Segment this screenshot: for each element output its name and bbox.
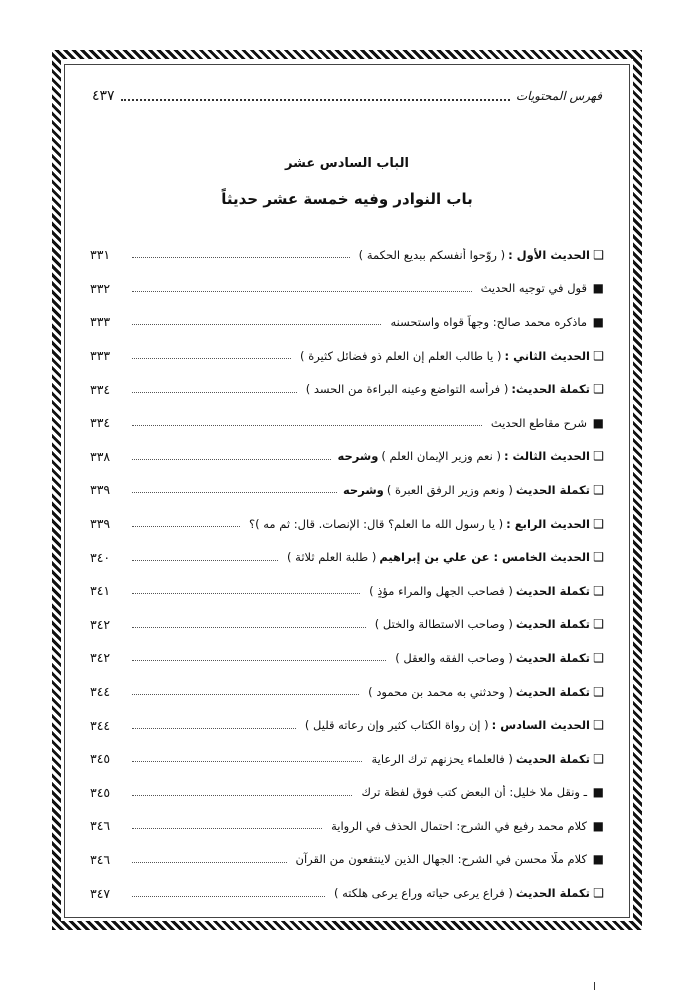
header-page-number: ٤٣٧ — [92, 88, 115, 104]
entry-marker-icon: ❑ — [593, 382, 604, 397]
entry-description: ـ ونقل ملا خليل: أن البعض كتب فوق لفظة ترك — [361, 785, 587, 800]
entry-page-number: ٣٣٢ — [90, 280, 111, 296]
toc-entry[interactable] — [90, 372, 604, 406]
toc-entry[interactable] — [90, 574, 604, 608]
toc-entry[interactable] — [90, 708, 604, 742]
entry-description: ( ونعم وزير الرفق العبرة ) — [386, 482, 513, 497]
entry-marker-icon: ■ — [592, 281, 604, 296]
entry-page-number: ٣٣١ — [90, 247, 111, 263]
toc-entry[interactable] — [90, 440, 604, 474]
leader-dots — [132, 822, 322, 829]
page-edge-mark — [594, 982, 595, 990]
entry-page-number: ٣٤٢ — [90, 616, 111, 632]
toc-entry[interactable] — [90, 339, 604, 373]
entry-page-number: ٣٤٥ — [90, 751, 111, 767]
entry-description: ( فالعلماء يحزنهم ترك الرعاية — [371, 751, 513, 766]
toc-entry[interactable] — [90, 608, 604, 642]
leader-dots — [132, 755, 362, 762]
entry-description: ( طلبة العلم ثلاثة ) — [287, 550, 377, 565]
entry-page-number: ٣٤٢ — [90, 650, 111, 666]
leader-dots — [132, 722, 296, 729]
entry-description: كلام ملّا محسن في الشرح: الجهال الذين لاينتفعون من القرآن — [295, 852, 587, 867]
entry-lead: تكملة الحديث — [515, 684, 590, 699]
entry-description: قول في توجيه الحديث — [480, 281, 587, 296]
running-header — [92, 84, 602, 108]
entry-marker-icon: ■ — [592, 852, 604, 867]
entry-page-number: ٣٣٩ — [90, 516, 111, 532]
entry-description: ( وصاحب الفقه والعقل ) — [395, 650, 513, 665]
toc-entry[interactable] — [90, 305, 604, 339]
entry-description: ( وحدثني به محمد بن محمود ) — [368, 684, 513, 699]
entry-marker-icon: ■ — [592, 415, 604, 430]
entry-marker-icon: ❑ — [593, 886, 604, 901]
leader-dots — [132, 789, 352, 796]
entry-marker-icon: ❑ — [593, 751, 604, 766]
entry-page-number: ٣٣٤ — [90, 415, 111, 431]
entry-description: ( فرأسه التواضع وعينه البراءة من الحسد ) — [305, 382, 509, 397]
entry-lead: الحديث الأول : — [508, 247, 590, 262]
entry-page-number: ٣٣٣ — [90, 314, 111, 330]
toc-entry[interactable] — [90, 473, 604, 507]
entry-page-number: ٣٤٤ — [90, 717, 111, 733]
entry-marker-icon: ■ — [592, 314, 604, 329]
entry-description: ( وصاحب الاستطالة والختل ) — [374, 617, 513, 632]
leader-dots — [132, 856, 287, 863]
leader-dots — [132, 587, 360, 594]
entry-marker-icon: ❑ — [593, 482, 604, 497]
entry-page-number: ٣٤٦ — [90, 818, 111, 834]
entry-description: ماذكره محمد صالح: وجهاً قواه واستحسنه — [390, 314, 587, 329]
entry-marker-icon: ❑ — [593, 550, 604, 565]
toc-entry[interactable] — [90, 742, 604, 776]
entry-lead: تكملة الحديث: — [511, 382, 590, 397]
toc-entry[interactable] — [90, 540, 604, 574]
leader-dots — [132, 419, 482, 426]
leader-dots — [132, 318, 381, 325]
entry-page-number: ٣٣٩ — [90, 482, 111, 498]
leader-dots — [132, 890, 325, 897]
leader-dots — [132, 688, 359, 695]
header-leader-dots — [121, 91, 510, 101]
toc-entry[interactable] — [90, 843, 604, 877]
entry-page-number: ٣٣٨ — [90, 448, 111, 464]
entry-lead: الحديث الثاني : — [504, 348, 590, 363]
toc-list — [90, 238, 604, 910]
entry-description: ( فصاحب الجهل والمراء مؤذٍ ) — [369, 583, 513, 598]
entry-lead: تكملة الحديث — [515, 751, 590, 766]
entry-description: كلام محمد رفيع في الشرح: احتمال الحذف في الرواية — [331, 818, 587, 833]
entry-page-number: ٣٤٤ — [90, 684, 111, 700]
entry-marker-icon: ❑ — [593, 718, 604, 733]
entry-marker-icon: ■ — [592, 785, 604, 800]
entry-description: ( يا طالب العلم إن العلم ذو فضائل كثيرة ) — [300, 348, 502, 363]
entry-lead: تكملة الحديث — [515, 617, 590, 632]
leader-dots — [132, 285, 472, 292]
entry-lead: تكملة الحديث — [515, 650, 590, 665]
entry-page-number: ٣٣٤ — [90, 381, 111, 397]
entry-description: شرح مقاطع الحديث — [490, 415, 587, 430]
entry-page-number: ٣٤٥ — [90, 784, 111, 800]
leader-dots — [132, 251, 350, 258]
entry-page-number: ٣٤٧ — [90, 885, 111, 901]
entry-page-number: ٣٤٠ — [90, 549, 111, 565]
entry-marker-icon: ❑ — [593, 348, 604, 363]
entry-tail: وشرحه — [342, 482, 384, 497]
entry-lead: الحديث السادس : — [491, 718, 590, 733]
chapter-title: الباب السادس عشر — [285, 156, 409, 171]
entry-description: ( فراع يرعى حياته وراع يرعى هلكته ) — [334, 886, 513, 901]
toc-entry[interactable] — [90, 272, 604, 306]
entry-lead: تكملة الحديث — [515, 583, 590, 598]
leader-dots — [132, 554, 278, 561]
toc-entry[interactable] — [90, 675, 604, 709]
leader-dots — [132, 486, 337, 493]
entry-lead: الحديث الثالث : — [503, 449, 590, 464]
toc-entry[interactable] — [90, 507, 604, 541]
entry-marker-icon: ❑ — [593, 617, 604, 632]
entry-lead: الحديث الرابع : — [506, 516, 590, 531]
chapter-subtitle: باب النوادر وفيه خمسة عشر حديثاً — [221, 190, 473, 208]
leader-dots — [132, 520, 240, 527]
leader-dots — [132, 654, 386, 661]
toc-entry[interactable] — [90, 238, 604, 272]
entry-marker-icon: ❑ — [593, 247, 604, 262]
entry-description: ( روّحوا أنفسكم ببديع الحكمة ) — [358, 247, 506, 262]
entry-marker-icon: ❑ — [593, 650, 604, 665]
entry-page-number: ٣٣٣ — [90, 348, 111, 364]
leader-dots — [132, 386, 297, 393]
toc-entry[interactable] — [90, 641, 604, 675]
entry-lead: تكملة الحديث — [515, 886, 590, 901]
leader-dots — [132, 352, 291, 359]
entry-description: ( يا رسول الله ما العلم؟ قال: الإنصات. قال: ثم مه )؟ — [248, 516, 504, 531]
leader-dots — [132, 453, 331, 460]
leader-dots — [132, 621, 366, 628]
entry-lead: تكملة الحديث — [515, 482, 590, 497]
toc-entry[interactable] — [90, 809, 604, 843]
entry-marker-icon: ❑ — [593, 684, 604, 699]
entry-description: ( إن رواة الكتاب كثير وإن رعاته قليل ) — [304, 718, 489, 733]
entry-lead: الحديث الخامس : عن علي بن إبراهيم — [379, 550, 590, 565]
entry-tail: وشرحه — [337, 449, 379, 464]
entry-page-number: ٣٤٦ — [90, 851, 111, 867]
toc-entry[interactable] — [90, 406, 604, 440]
entry-description: ( نعم وزير الإيمان العلم ) — [381, 449, 501, 464]
entry-marker-icon: ❑ — [593, 583, 604, 598]
entry-marker-icon: ■ — [592, 818, 604, 833]
entry-marker-icon: ❑ — [593, 449, 604, 464]
entry-marker-icon: ❑ — [593, 516, 604, 531]
toc-entry[interactable] — [90, 876, 604, 910]
entry-page-number: ٣٤١ — [90, 583, 111, 599]
toc-entry[interactable] — [90, 776, 604, 810]
running-title: فهرس المحتويات — [515, 89, 602, 103]
